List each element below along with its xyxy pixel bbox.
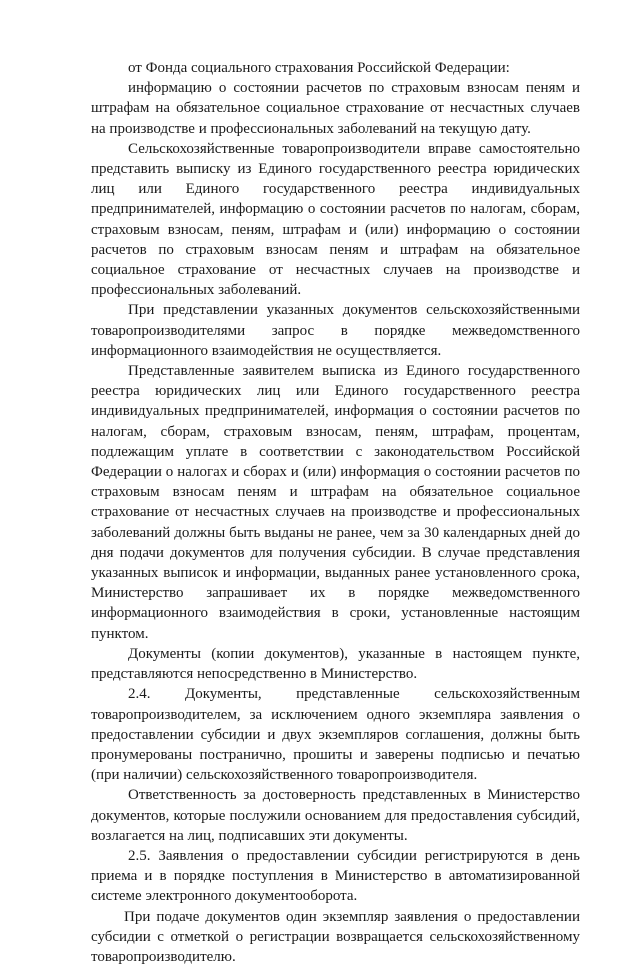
paragraph-validity-period: Представленные заявителем выписка из Единого государственного реестра юридических лиц или Единого государственного реестра индивидуальных предпринимателей, информация о состоянии расчетов по налогам, сборам, страховым взносам, пеням, штрафам, процентам, подлежащим уплате в соответствии с законодательством Российской Федерации о налогах и сборах и (или) информация о состоянии расчетов по страховым взносам пеням и штрафам на обязательное социальное страхование от несчастных случаев на производстве и профессиональных заболеваний должны быть выданы не ранее, чем за 30 календарных дней до дня подачи документов для получения субсидии. В случае представления указанных выписок и информации, выданных ранее установленного срока, Министерство запрашивает их в порядке межведомственного информационного взаимодействия в сроки, установленные настоящим пунктом. (91, 363, 580, 642)
paragraph-responsibility: Ответственность за достоверность представленных в Министерство документов, которые послужили основанием для предоставления субсидий, возлагается на лиц, подписавших эти документы. (91, 787, 580, 844)
paragraph-clause-2-4: 2.4. Документы, представленные сельскохозяйственным товаропроизводителем, за исключением одного экземпляра заявления о предоставлении субсидии и двух экземпляров соглашения, должны быть пронумерованы постранично, прошиты и заверены подписью и печатью (при наличии) сельскохозяйственного товаропроизводителя. (91, 686, 580, 784)
paragraph-self-submission: Сельскохозяйственные товаропроизводители вправе самостоятельно представить выписку из Единого государственного реестра юридических лиц или Единого государственного реестра индивидуальных предпринимателей, информацию о состоянии расчетов по налогам, сборам, страховым взносам, пеням, штрафам и (или) информацию о состоянии расчетов по страховым взносам пеням и штрафам на обязательное социальное страхование от несчастных случаев на производстве и профессиональных заболеваний. (91, 140, 580, 299)
document-body (91, 58, 580, 967)
paragraph-registration-return: При подаче документов один экземпляр заявления о предоставлении субсидии с отметкой о регистрации возвращается сельскохозяйственному товаропроизводителю. (91, 908, 580, 965)
paragraph-fss-source: от Фонда социального страхования Российской Федерации: (128, 60, 510, 76)
paragraph-fss-info: информацию о состоянии расчетов по страховым взносам пеням и штрафам на обязательное социальное страхование от несчастных случаев на производстве и профессиональных заболеваний на текущую дату. (91, 80, 580, 137)
paragraph-no-request: При представлении указанных документов сельскохозяйственными товаропроизводителями запрос в порядке межведомственного информационного взаимодействия не осуществляется. (91, 302, 580, 359)
paragraph-direct-submission: Документы (копии документов), указанные в настоящем пункте, представляются непосредственно в Министерство. (91, 645, 580, 683)
paragraph-clause-2-5: 2.5. Заявления о предоставлении субсидии регистрируются в день приема и в порядке поступления в Министерство в автоматизированной системе электронного документооборота. (91, 847, 580, 905)
